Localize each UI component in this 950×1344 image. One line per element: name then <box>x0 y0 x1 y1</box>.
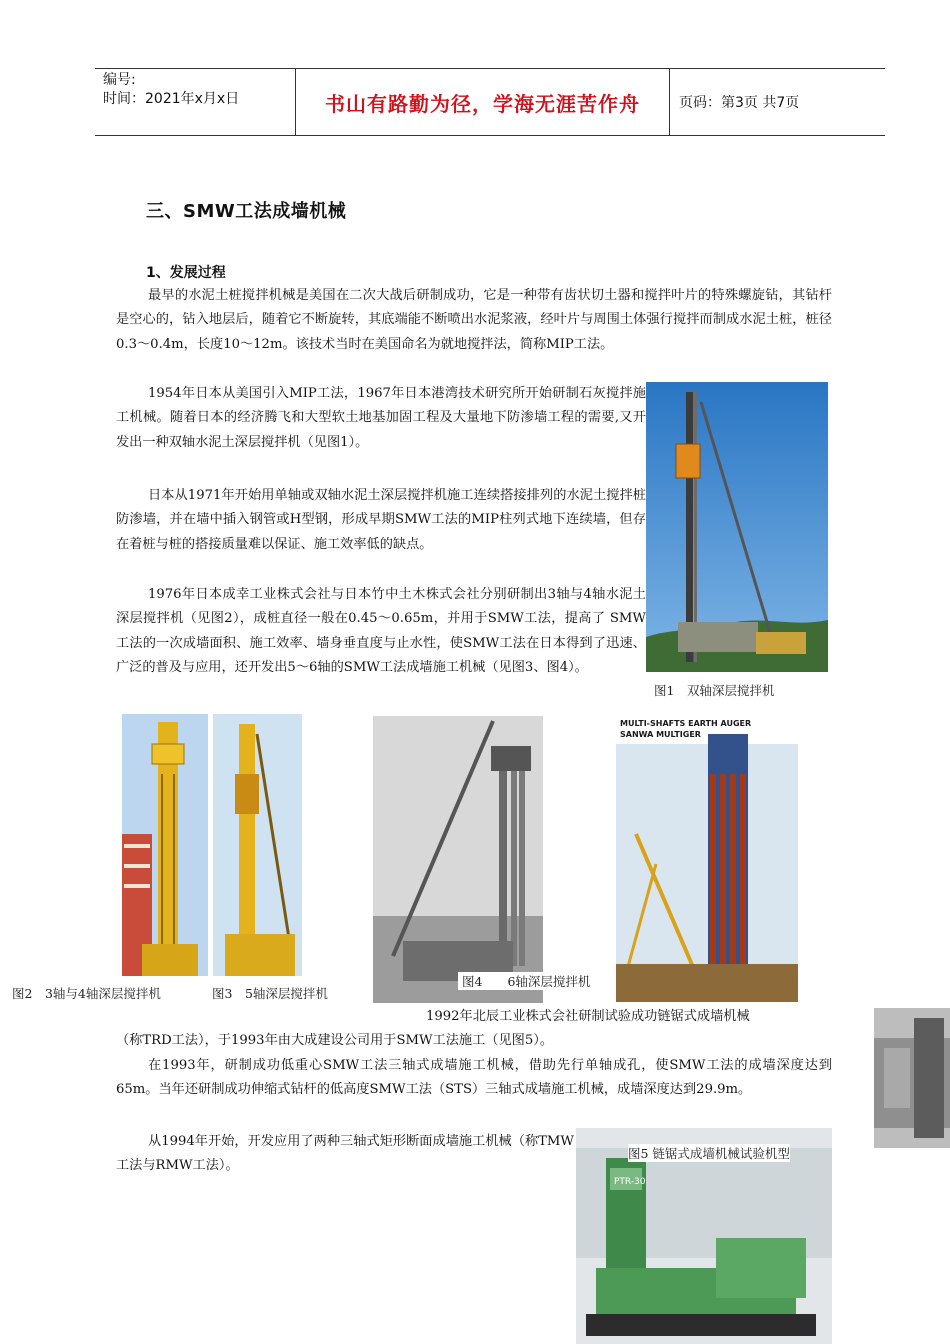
side-photo <box>874 1008 950 1148</box>
paragraph-7: 从1994年开始，开发应用了两种三轴式矩形断面成墙施工机械（称TMW工法与RMW工法）。 <box>116 1134 574 1174</box>
fig4-label-1: MULTI-SHAFTS EARTH AUGER <box>620 719 752 728</box>
paragraph-5-rest: （称TRD工法），于1993年由大成建设公司用于SMW工法施工（见图5）。 <box>116 1033 554 1048</box>
figure-3-photo <box>213 714 302 976</box>
figure-4-photo <box>373 716 543 1003</box>
section-title: 三、SMW工法成墙机械 <box>146 201 347 222</box>
code-label: 编号: <box>103 72 136 88</box>
time-label: 时间：2021年x月x日 <box>103 91 240 107</box>
figure-4-caption: 图4 6轴深层搅拌机 <box>458 972 594 990</box>
header-motto: 书山有路勤为径，学海无涯苦作舟 <box>296 69 670 135</box>
header-page-info: 页码：第3页 共7页 <box>679 95 800 111</box>
figure-1-photo <box>646 382 828 672</box>
paragraph-1: 最早的水泥土桩搅拌机械是美国在二次大战后研制成功，它是一种带有齿状切土器和搅拌叶片的特殊螺旋钻，其钻杆是空心的，钻入地层后，随着它不断旋转，其底端能不断喷出水泥浆液，经叶片与周围土体强行搅拌而制成水泥土桩，桩径0.3～0.4m，长度10～12m。该技术当时在美国命名为就地搅拌法，简称MIP工法。 <box>116 288 832 352</box>
figure-2-caption: 图2 3轴与4轴深层搅拌机 <box>12 986 161 1001</box>
figure-4-multishaft-photo <box>616 714 798 1002</box>
subsection-title: 1、发展过程 <box>146 265 226 281</box>
fig4-label-2: SANWA MULTIGER <box>620 730 701 739</box>
header-meta-cell <box>95 69 296 135</box>
paragraph-6: 在1993年，研制成功低重心SMW工法三轴式成墙施工机械，借助先行单轴成孔，使SMW工法的成墙深度达到65m。当年还研制成功伸缩式钻杆的低高度SMW工法（STS）三轴式成墙施工机械，成墙深度达到29.9m。 <box>116 1058 832 1098</box>
fig5-badge: PTR-30 <box>614 1177 646 1187</box>
paragraph-2: 1954年日本从美国引入MIP工法，1967年日本港湾技术研究所开始研制石灰搅拌施工机械。随着日本的经济腾飞和大型软土地基加固工程及大量地下防渗墙工程的需要,又开发出一种双轴水泥土深层搅拌机（见图1）。 <box>116 386 646 450</box>
figure-2-photo-left <box>122 714 208 976</box>
paragraph-3: 日本从1971年开始用单轴或双轴水泥土深层搅拌机施工连续搭接排列的水泥土搅拌桩防渗墙，并在墙中插入钢管或H型钢，形成早期SMW工法的MIP柱列式地下连续墙，但存在着桩与桩的搭接质量难以保证、施工效率低的缺点。 <box>116 488 646 552</box>
page-header <box>95 68 885 136</box>
paragraph-4: 1976年日本成幸工业株式会社与日本竹中土木株式会社分别研制出3轴与4轴水泥土深层搅拌机（见图2），成桩直径一般在0.45～0.65m，并用于SMW工法，提高了 SMW工法的一次成墙面积、施工效率、墙身垂直度与止水性，使SMW工法在日本得到了迅速、广泛的普及与应用，还开发出5～6轴的SMW工法成墙施工机械（见图3、图4）。 <box>116 587 646 675</box>
figure-3-caption: 图3 5轴深层搅拌机 <box>212 986 328 1001</box>
figure-5-caption: 图5 链锯式成墙机械试验机型 <box>628 1146 790 1161</box>
figure-1-caption: 图1 双轴深层搅拌机 <box>654 683 775 698</box>
paragraph-5-first-line: 1992年北辰工业株式会社研制试验成功链锯式成墙机械 <box>426 1009 750 1024</box>
